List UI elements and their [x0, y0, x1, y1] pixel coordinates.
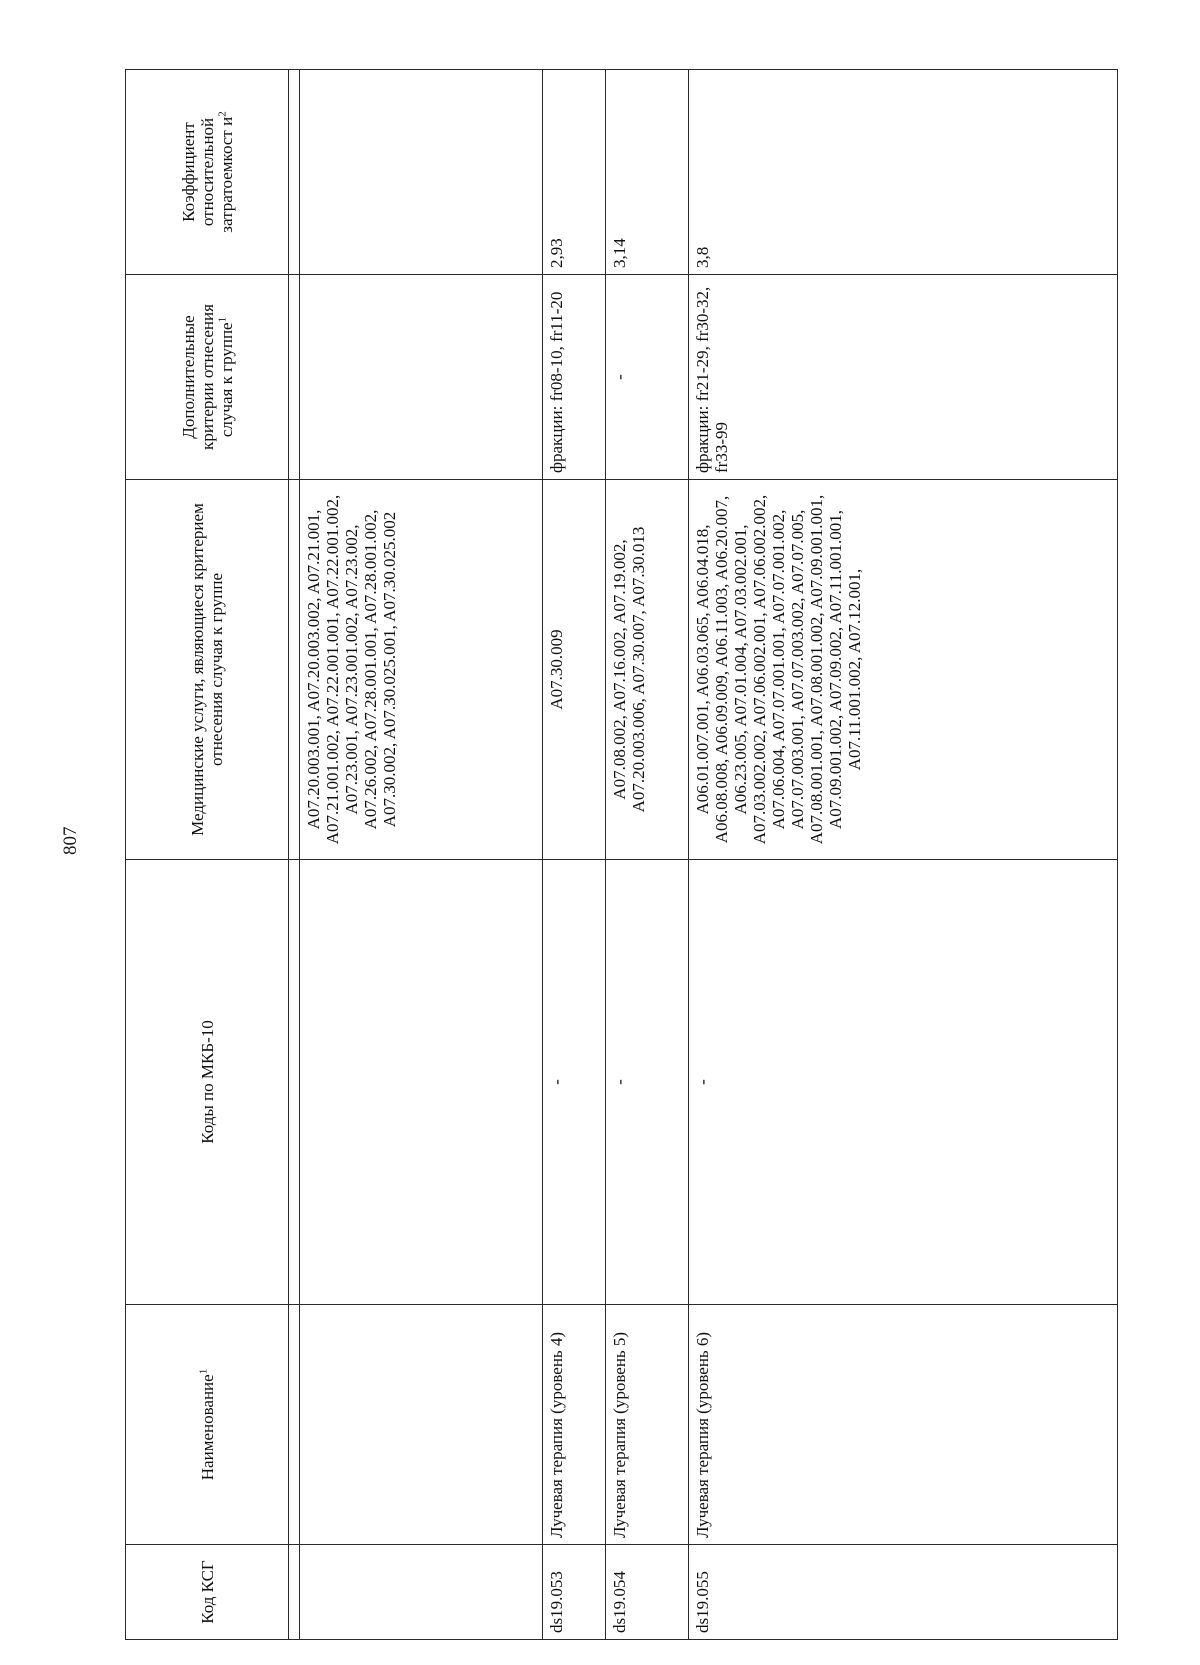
criteria-cell: фракции: fr08-10, fr11-20 [543, 275, 606, 480]
coef-cell: 3,8 [689, 70, 1118, 275]
column-number-cell [289, 480, 300, 860]
ksg-code: ds19.054 [606, 1545, 689, 1640]
ksg-code: ds19.053 [543, 1545, 606, 1640]
continuation-row [300, 70, 543, 1640]
criteria-cell: - [606, 275, 689, 480]
table-row [606, 70, 689, 1640]
services-cell: A07.20.003.001, A07.20.003.002, A07.21.001, A07.21.001.002, A07.22.001.001, A07.22.001.002, A07.23.001, A07.23.001.002, A07.23.002, A07.26.002, A07.28.001.001, A07.28.001.002, A07.30.002, A07.30.025.001, A07.30.025.002 [300, 480, 543, 860]
coef-cell: 2,93 [543, 70, 606, 275]
table-cell [300, 70, 543, 275]
ksg-name: Лучевая терапия (уровень 6) [689, 1305, 1118, 1545]
table-cell [300, 1545, 543, 1640]
page-number: 807 [60, 826, 81, 855]
ksg-name: Лучевая терапия (уровень 4) [543, 1305, 606, 1545]
services-cell: A06.01.007.001, A06.03.065, A06.04.018, A06.08.008, A06.09.009, A06.11.003, A06.20.007, A06.23.005, A07.01.004, A07.03.002.001, A07.03.002.002, A07.06.002.001, A07.06.002.002, A07.06.004, A07.07.001.001, A07.07.001.002, A07.07.003.001, A07.07.003.002, A07.07.005, A07.08.001.001, A07.08.001.002, A07.09.001.001, A07.09.001.002, A07.09.002, A07.11.001.001, A07.11.001.002, A07.12.001, [689, 480, 1118, 860]
mkb-codes: - [689, 860, 1118, 1305]
criteria-cell: фракции: fr21-29, fr30-32, fr33-99 [689, 275, 1118, 480]
column-number-cell [289, 70, 300, 275]
table-cell [300, 275, 543, 480]
table-cell [300, 860, 543, 1305]
column-number-cell [289, 1545, 300, 1640]
header-name: Наименование$^1$ [126, 1305, 289, 1545]
ksg-name: Лучевая терапия (уровень 5) [606, 1305, 689, 1545]
ksg-code: ds19.055 [689, 1545, 1118, 1640]
table-row [543, 70, 606, 1640]
mkb-codes: - [543, 860, 606, 1305]
table-row [689, 70, 1118, 1640]
header-criteria: Дополнительные критерии отнесения случая к группе$^1$ [126, 275, 289, 480]
table-cell [300, 1305, 543, 1545]
mkb-codes: - [606, 860, 689, 1305]
rotated-table-container [125, 70, 1117, 1640]
header-services: Медицинские услуги, являющиеся критерием отнесения случая к группе [126, 480, 289, 860]
services-cell: A07.30.009 [543, 480, 606, 860]
coef-cell: 3,14 [606, 70, 689, 275]
header-coef: Коэффициент относительной затратоемкост $и^2$ [126, 70, 289, 275]
column-number-cell [289, 275, 300, 480]
header-row [126, 70, 289, 1640]
ksg-table [125, 69, 1118, 1640]
column-number-row [289, 70, 300, 1640]
header-code: Код КСГ [126, 1545, 289, 1640]
header-mkb: Коды по МКБ-10 [126, 860, 289, 1305]
column-number-cell [289, 1305, 300, 1545]
services-cell: A07.08.002, A07.16.002, A07.19.002, A07.20.003.006, A07.30.007, A07.30.013 [606, 480, 689, 860]
column-number-cell [289, 860, 300, 1305]
